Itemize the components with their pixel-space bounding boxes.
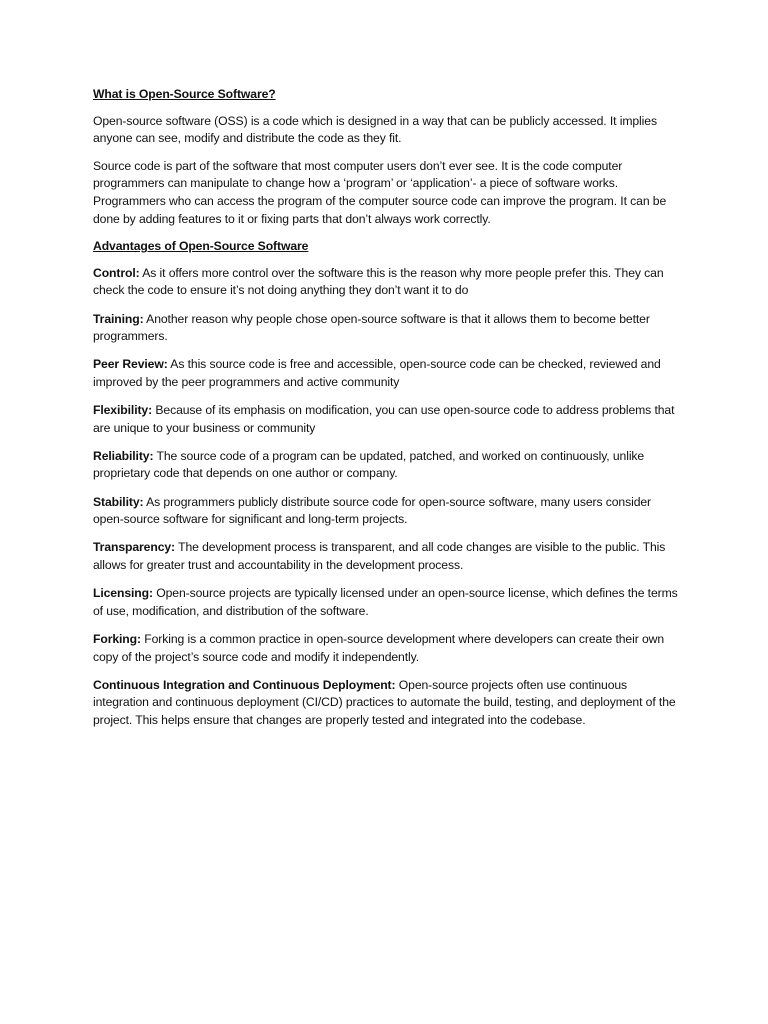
advantage-term: Reliability:: [93, 448, 154, 463]
advantage-item: [93, 265, 683, 300]
advantage-term: Peer Review:: [93, 357, 168, 372]
document-page: [93, 86, 683, 740]
advantage-term: Continuous Integration and Continuous Deployment:: [93, 677, 396, 692]
advantages-list: [93, 265, 683, 730]
advantage-term: Stability:: [93, 494, 144, 509]
advantage-text: The source code of a program can be updated, patched, and worked on continuously, unlike proprietary code that depends on one author or company.: [93, 448, 645, 481]
advantage-item: [93, 402, 683, 437]
advantage-item: [93, 585, 683, 620]
document-title: What is Open-Source Software?: [93, 87, 276, 101]
intro-paragraph: Open-source software (OSS) is a code which is designed in a way that can be publicly accessed. It implies anyone can see, modify and distribute the code as they fit.: [93, 113, 657, 146]
advantage-text: As programmers publicly distribute source code for open-source software, many users consider open-source software for significant and long-term projects.: [93, 494, 652, 527]
advantages-heading: Advantages of Open-Source Software: [93, 239, 309, 254]
advantage-term: Licensing:: [93, 586, 153, 601]
advantage-item: [93, 631, 683, 666]
advantage-term: Training:: [93, 311, 144, 326]
advantage-text: Another reason why people chose open-source software is that it allows them to become better programmers.: [93, 311, 650, 344]
advantage-item: [93, 311, 683, 346]
advantage-text: Forking is a common practice in open-source development where developers can create their own copy of the project’s source code and modify it independently.: [93, 632, 665, 664]
advantage-item: [93, 356, 683, 391]
advantage-item: [93, 539, 683, 574]
advantage-term: Flexibility:: [93, 403, 153, 418]
advantage-item: [93, 448, 683, 483]
advantage-text: Open-source projects often use continuous integration and continuous deployment (CI/CD) practices to automate the build, testing, and deployment of the project. This helps ensure that changes are properly tested and integrated into the codebase.: [93, 677, 676, 727]
advantage-text: As it offers more control over the software this is the reason why more people prefer this. They can check the code to ensure it’s not doing anything they don’t want it to do: [93, 265, 664, 298]
advantage-item: [93, 677, 683, 730]
advantage-text: The development process is transparent, and all code changes are visible to the public. This allows for greater trust and accountability in the development process.: [93, 540, 666, 573]
advantage-text: Open-source projects are typically licensed under an open-source license, which defines the terms of use, modification, and distribution of the software.: [93, 586, 678, 618]
intro-paragraph: Source code is part of the software that most computer users don’t ever see. It is the code computer programmers can manipulate to change how a ‘program’ or ‘application’- a piece of software works. Programmers who can access the program of the computer source code can improve the program. It can be done by adding features to it or fixing parts that don’t always work correctly.: [93, 158, 667, 226]
advantage-term: Control:: [93, 265, 140, 280]
advantage-text: Because of its emphasis on modification, you can use open-source code to address problems that are unique to your business or community: [93, 403, 675, 435]
advantage-term: Transparency:: [93, 540, 176, 555]
advantage-term: Forking:: [93, 632, 141, 646]
intro-section: [93, 113, 683, 229]
advantage-text: As this source code is free and accessible, open-source code can be checked, reviewed and improved by the peer programmers and active community: [93, 357, 661, 389]
advantage-item: [93, 494, 683, 529]
